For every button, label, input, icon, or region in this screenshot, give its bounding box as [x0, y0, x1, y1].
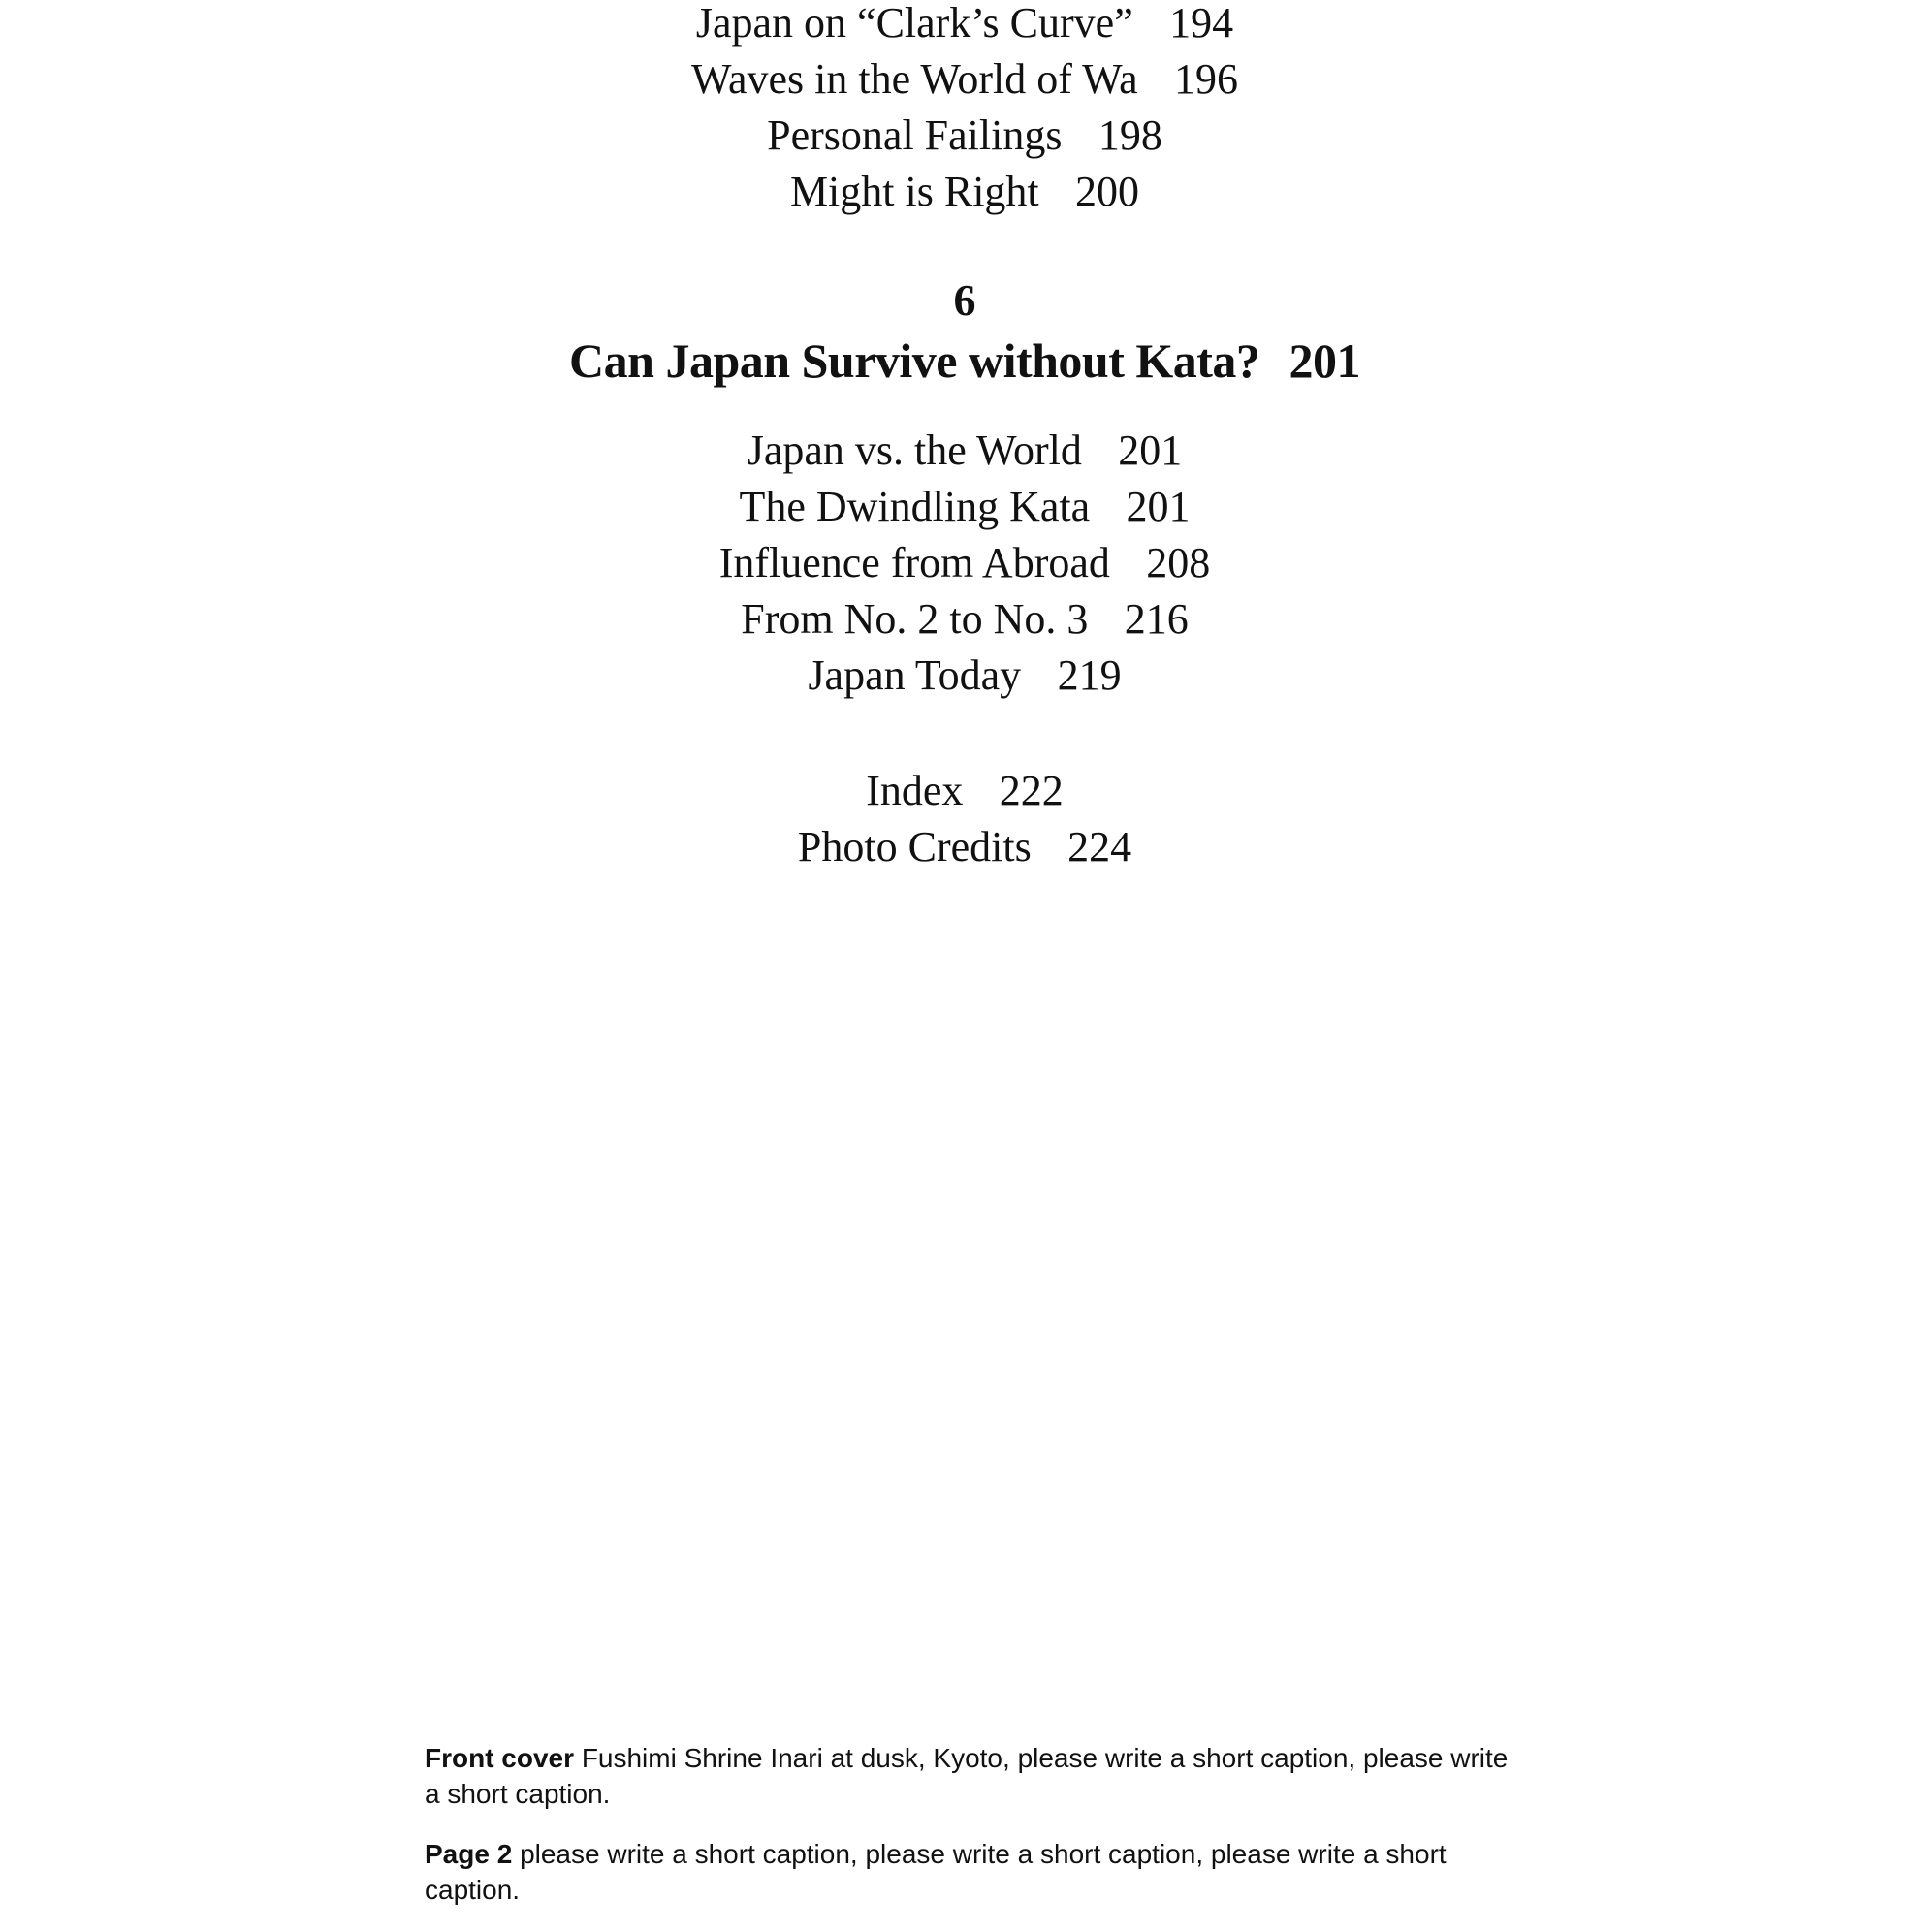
- toc-entry-page: 196: [1174, 55, 1239, 103]
- caption-text: Fushimi Shrine Inari at dusk, Kyoto, please write a short caption, please write a short caption.: [425, 1743, 1509, 1809]
- toc-entry-page: 194: [1169, 0, 1234, 47]
- caption-page-2: [425, 1836, 1511, 1908]
- toc-entry: [0, 591, 1909, 648]
- chapter-title: [0, 330, 1909, 392]
- toc-entry-page: 222: [999, 767, 1064, 814]
- chapter-heading: [0, 271, 1909, 392]
- toc-entry: [0, 164, 1909, 220]
- toc-entry: [0, 423, 1909, 479]
- chapter-title-text: Can Japan Survive without Kata?: [569, 333, 1260, 388]
- toc-entry-page: 216: [1124, 595, 1189, 643]
- toc-entry-title: Japan on “Clark’s Curve”: [695, 0, 1133, 47]
- toc-section-back-matter: [0, 763, 1909, 875]
- toc-entry-page: 201: [1126, 483, 1191, 530]
- toc-entry-title: From No. 2 to No. 3: [741, 595, 1089, 643]
- toc-entry-title: Photo Credits: [797, 823, 1032, 871]
- toc-entry: [0, 479, 1909, 535]
- toc-entry: [0, 819, 1909, 875]
- photo-captions: [425, 1740, 1511, 1932]
- toc-entry-title: Might is Right: [789, 168, 1039, 215]
- toc-entry-page: 198: [1098, 111, 1162, 159]
- toc-entry-title: Influence from Abroad: [718, 539, 1110, 586]
- caption-front-cover: [425, 1740, 1511, 1812]
- toc-entry: [0, 51, 1909, 108]
- toc-entry-title: Japan vs. the World: [747, 427, 1082, 474]
- toc-entry: [0, 763, 1909, 819]
- toc-entry-page: 208: [1146, 539, 1211, 586]
- caption-label: Page 2: [425, 1839, 513, 1869]
- toc-entry-title: Personal Failings: [767, 111, 1063, 159]
- toc-entry-page: 219: [1057, 651, 1122, 699]
- toc-entry-title: Japan Today: [808, 651, 1022, 699]
- toc-entry: [0, 535, 1909, 591]
- chapter-title-page: 201: [1289, 333, 1360, 388]
- toc-entry-page: 201: [1118, 427, 1183, 474]
- chapter-number: 6: [953, 275, 976, 325]
- toc-entry-page: 200: [1075, 168, 1140, 215]
- toc-entry-page: 224: [1067, 823, 1132, 871]
- toc-entry: [0, 108, 1909, 164]
- toc-entry: [0, 0, 1909, 51]
- toc-section-chapter-6: [0, 423, 1909, 704]
- caption-label: Front cover: [425, 1743, 575, 1773]
- toc-entry: [0, 648, 1909, 704]
- toc-entry-title: The Dwindling Kata: [739, 483, 1091, 530]
- toc-section-previous: [0, 0, 1909, 220]
- toc-entry-title: Waves in the World of Wa: [690, 55, 1138, 103]
- caption-text: please write a short caption, please write a short caption, please write a short caption.: [425, 1839, 1447, 1905]
- toc-entry-title: Index: [866, 767, 964, 814]
